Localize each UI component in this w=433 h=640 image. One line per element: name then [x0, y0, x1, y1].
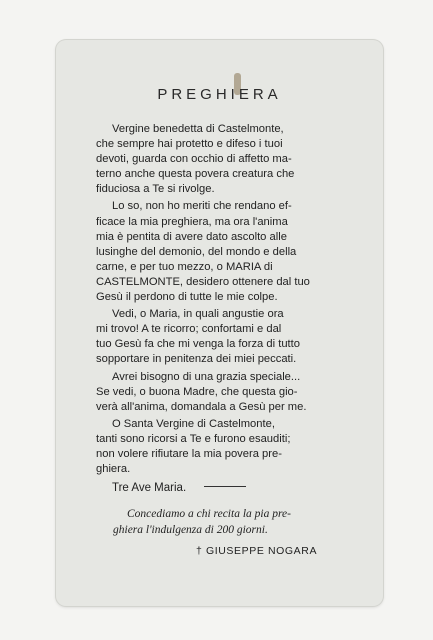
prayer-line: fiduciosa a Te si rivolge. — [96, 183, 215, 196]
prayer-line: tanti sono ricorsi a Te e furono esauditi; — [96, 432, 291, 445]
prayer-line: Vergine benedetta di Castelmonte, — [112, 123, 284, 135]
prayer-line: terno anche questa povera creatura che — [96, 168, 295, 181]
indulgence-line: ghiera l'indulgenza di 200 giorni. — [113, 524, 268, 536]
prayer-line: non volere rifiutare la mia povera pre- — [96, 447, 282, 460]
prayer-paragraph — [96, 122, 346, 197]
prayer-line: Lo so, non ho meriti che rendano ef- — [112, 200, 292, 213]
prayer-paragraph — [96, 199, 346, 305]
prayer-paragraph — [96, 370, 346, 415]
closing-line: Tre Ave Maria. — [112, 482, 187, 495]
prayer-paragraph — [96, 417, 346, 477]
signature: † GIUSEPPE NOGARA — [196, 545, 318, 557]
prayer-body — [96, 122, 346, 498]
prayer-card — [56, 40, 383, 606]
prayer-line: Gesù il perdono di tutte le mie colpe. — [96, 291, 278, 304]
prayer-line: Vedi, o Maria, in quali angustie ora — [112, 308, 284, 321]
prayer-line: ghiera. — [96, 463, 131, 476]
prayer-line: ficace la mia preghiera, ma ora l'anima — [96, 215, 288, 228]
prayer-line: CASTELMONTE, desidero ottenere dal tuo — [96, 275, 310, 288]
prayer-line: che sempre hai protetto e difeso i tuoi — [96, 138, 283, 151]
prayer-line: sopportare in penitenza dei miei peccati. — [96, 353, 297, 366]
indulgence-line: Concediamo a chi recita la pia pre- — [127, 508, 291, 520]
indulgence-note — [113, 506, 353, 538]
prayer-line: devoti, guarda con occhio di affetto ma- — [96, 153, 292, 166]
divider-rule — [204, 486, 246, 487]
prayer-line: O Santa Vergine di Castelmonte, — [112, 417, 275, 430]
prayer-line: Avrei bisogno di una grazia speciale... — [112, 370, 301, 383]
prayer-line: verà all'anima, domandala a Gesù per me. — [96, 400, 307, 413]
prayer-line: mi trovo! A te ricorro; confortami e dal — [96, 323, 282, 336]
prayer-line: tuo Gesù fa che mi venga la forza di tutto — [96, 338, 300, 351]
prayer-line: Se vedi, o buona Madre, che questa gio- — [96, 385, 298, 398]
prayer-title: PREGHIERA — [157, 86, 282, 103]
prayer-line: mia è pentita di avere dato ascolto alle — [96, 230, 287, 243]
prayer-paragraph — [96, 307, 346, 367]
prayer-line: carne, e per tuo mezzo, o MARIA di — [96, 260, 273, 273]
prayer-line: lusinghe del demonio, del mondo e della — [96, 245, 297, 258]
